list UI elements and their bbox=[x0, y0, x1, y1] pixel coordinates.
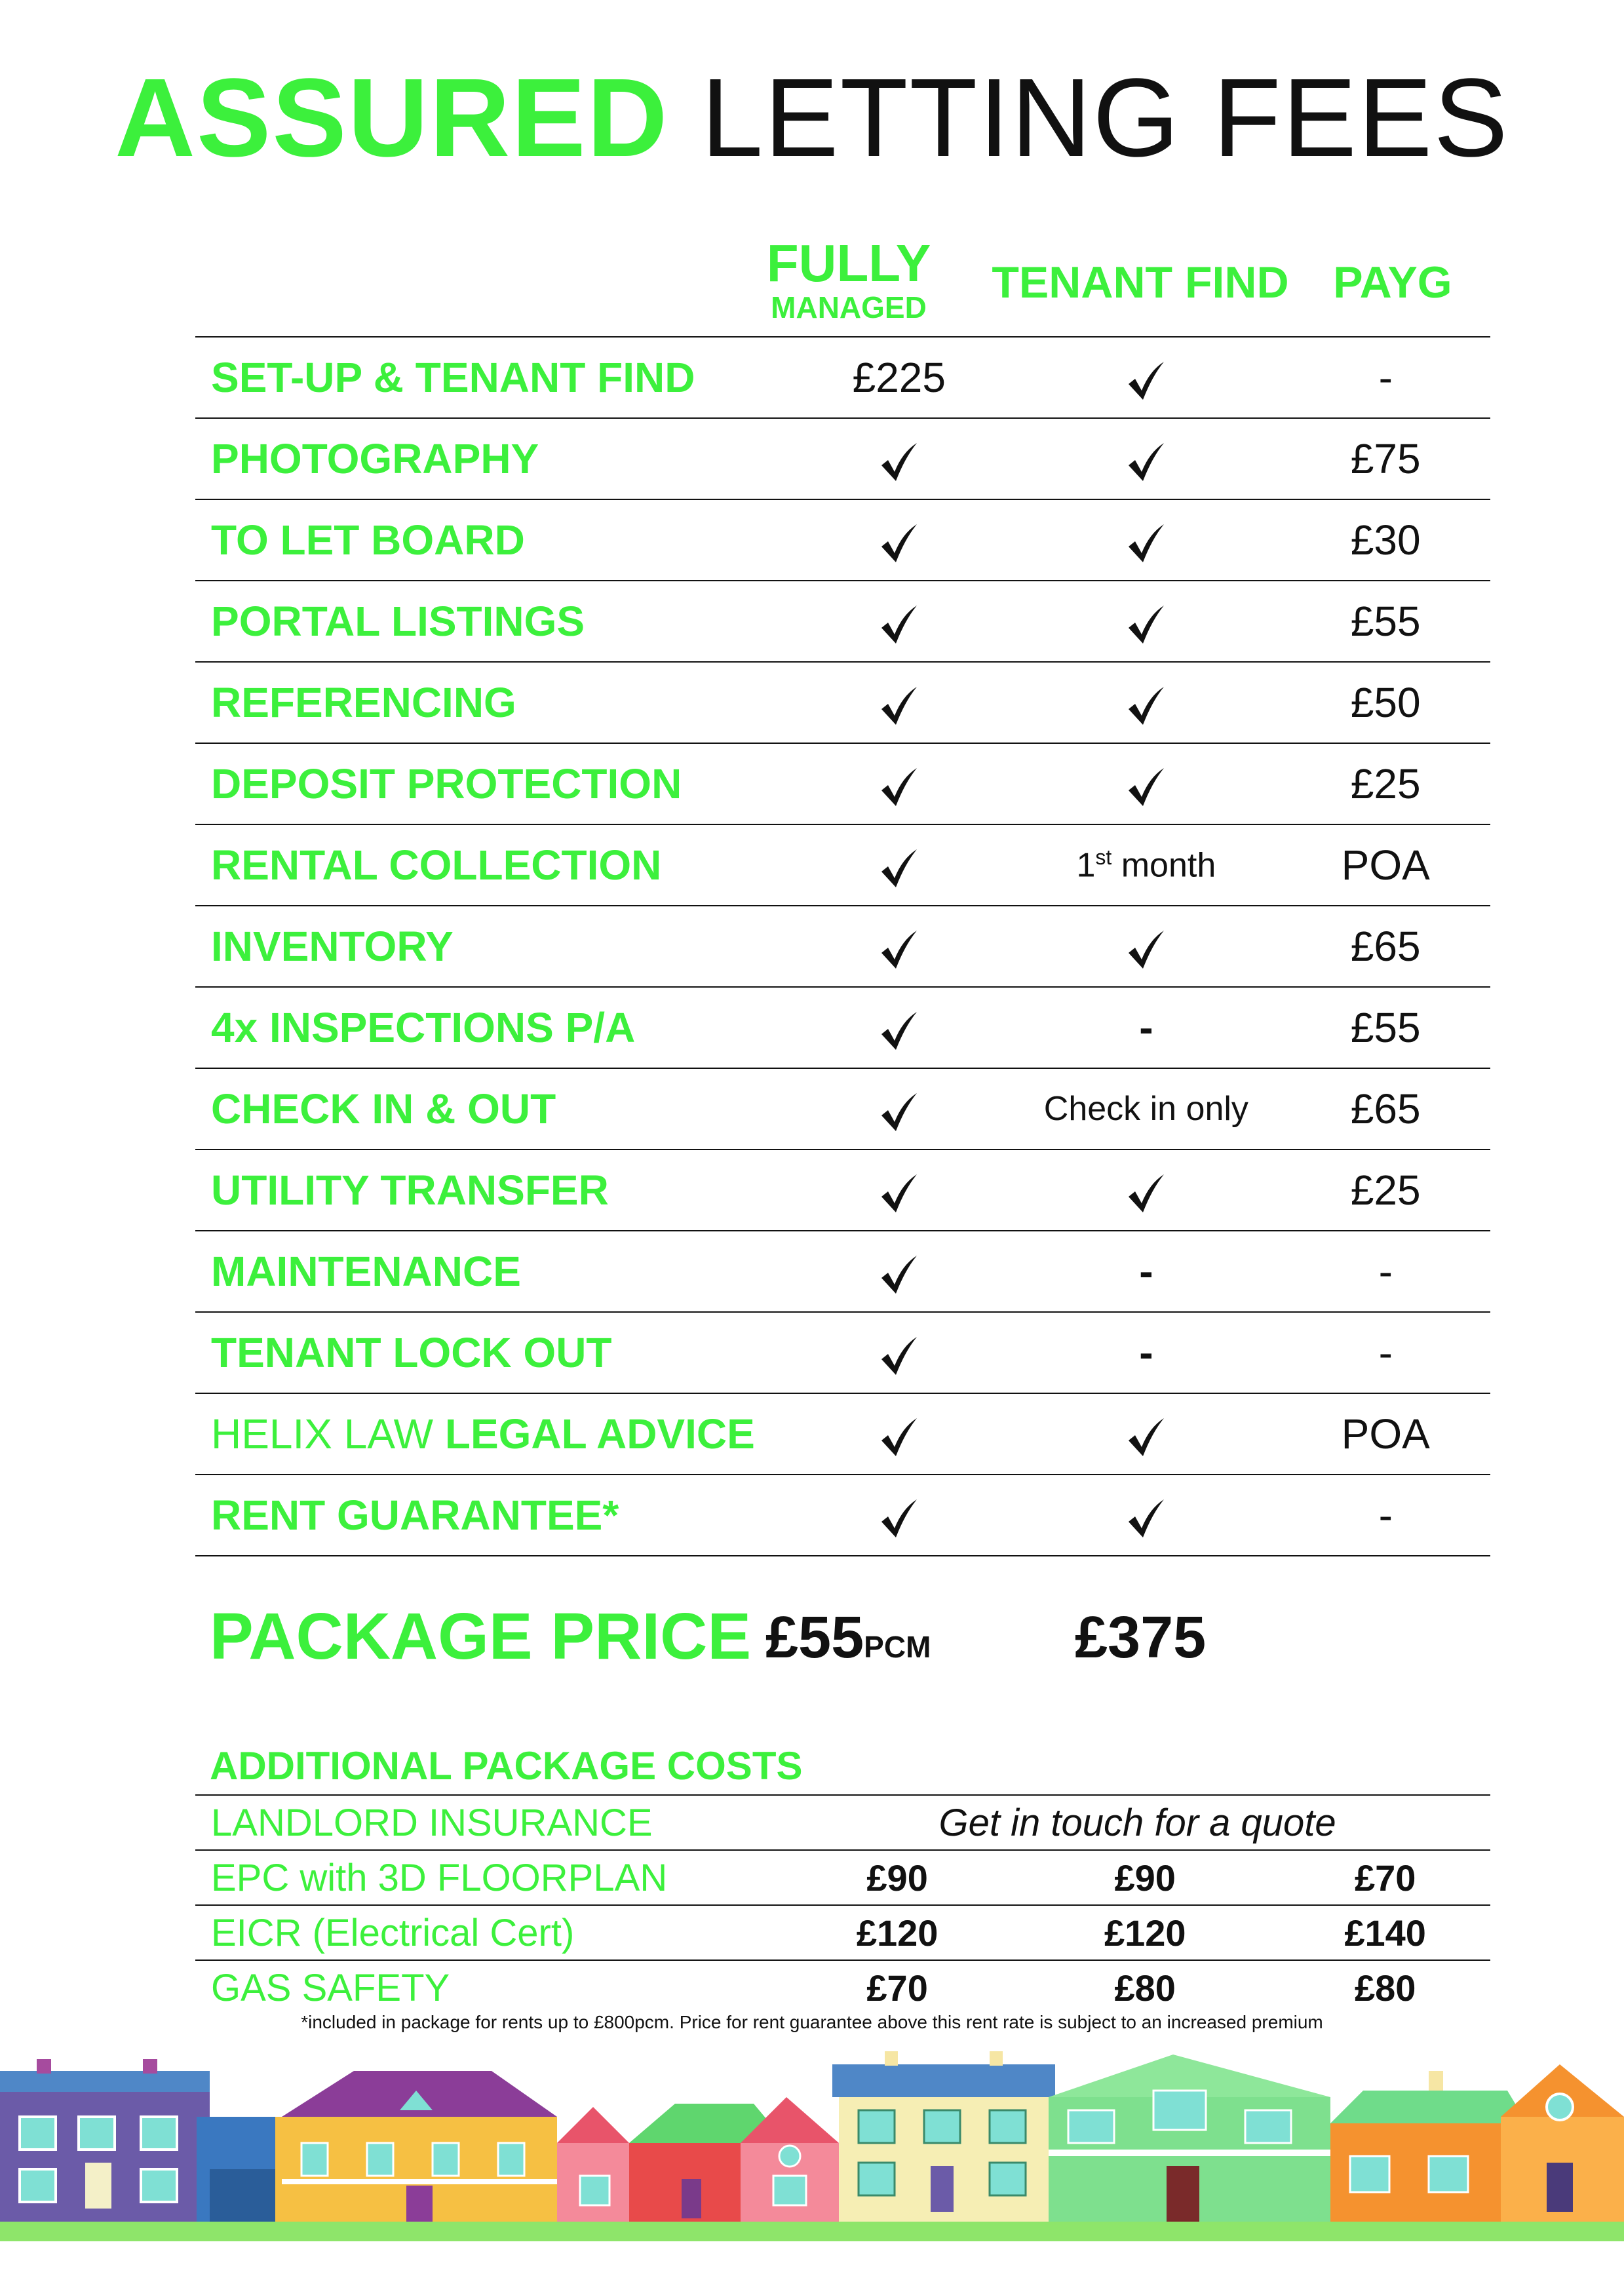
fee-row bbox=[195, 418, 1490, 499]
additional-tenant-price: £80 bbox=[1010, 1960, 1280, 2015]
cell-value: £75 bbox=[1350, 435, 1421, 482]
fee-row bbox=[195, 1475, 1490, 1556]
checkmark-icon bbox=[879, 1497, 919, 1540]
additional-row bbox=[195, 1850, 1490, 1905]
column-header-fully-managed bbox=[760, 236, 937, 324]
additional-row-label: GAS SAFETY bbox=[195, 1960, 784, 2015]
package-price-fully bbox=[765, 1604, 931, 1672]
fees-table bbox=[195, 336, 1490, 1556]
tenant-find-cell bbox=[1011, 581, 1281, 662]
checkmark-icon bbox=[879, 1172, 919, 1215]
cell-value: - bbox=[1139, 1004, 1153, 1051]
fee-row bbox=[195, 1149, 1490, 1231]
fee-row-label: UTILITY TRANSFER bbox=[195, 1149, 786, 1231]
additional-row bbox=[195, 1905, 1490, 1960]
fully-managed-cell bbox=[786, 662, 1011, 743]
cell-value: £50 bbox=[1350, 679, 1421, 726]
package-price-fully-value: £55 bbox=[765, 1605, 864, 1670]
package-price-tenant-find: £375 bbox=[1075, 1605, 1207, 1670]
checkmark-icon bbox=[1126, 765, 1167, 809]
payg-cell bbox=[1281, 581, 1490, 662]
tenant-find-cell bbox=[1011, 337, 1281, 418]
title-rest: LETTING FEES bbox=[701, 56, 1509, 180]
package-price-fully-unit: PCM bbox=[864, 1630, 931, 1664]
fully-managed-cell bbox=[786, 1393, 1011, 1475]
cell-value-suffix: month bbox=[1112, 846, 1216, 885]
payg-cell bbox=[1281, 337, 1490, 418]
payg-cell bbox=[1281, 1393, 1490, 1475]
tenant-find-cell bbox=[1011, 662, 1281, 743]
package-price-label: PACKAGE PRICE bbox=[210, 1600, 752, 1673]
title-highlight: ASSURED bbox=[115, 56, 669, 180]
fee-row bbox=[195, 581, 1490, 662]
additional-fully-price: £90 bbox=[784, 1850, 1010, 1905]
checkmark-icon bbox=[1126, 522, 1167, 565]
additional-row-insurance bbox=[195, 1795, 1490, 1850]
checkmark-icon bbox=[879, 1253, 919, 1296]
payg-cell bbox=[1281, 1312, 1490, 1393]
fee-row bbox=[195, 1312, 1490, 1393]
additional-costs-heading: ADDITIONAL PACKAGE COSTS bbox=[210, 1744, 803, 1788]
checkmark-icon bbox=[879, 684, 919, 727]
fee-row-label: REFERENCING bbox=[195, 662, 786, 743]
payg-cell bbox=[1281, 743, 1490, 824]
payg-cell bbox=[1281, 987, 1490, 1068]
fee-row-label-light: HELIX LAW bbox=[211, 1410, 434, 1458]
fee-row-label: 4x INSPECTIONS P/A bbox=[195, 987, 786, 1068]
tenant-find-cell bbox=[1011, 743, 1281, 824]
tenant-find-cell bbox=[1011, 499, 1281, 581]
checkmark-icon bbox=[1126, 1172, 1167, 1215]
fee-row bbox=[195, 987, 1490, 1068]
additional-payg-price: £80 bbox=[1280, 1960, 1490, 2015]
cell-value: £55 bbox=[1350, 1004, 1421, 1051]
checkmark-icon bbox=[1126, 928, 1167, 971]
tenant-find-cell bbox=[1011, 1393, 1281, 1475]
fee-row-label: DEPOSIT PROTECTION bbox=[195, 743, 786, 824]
fee-row-label: TENANT LOCK OUT bbox=[195, 1312, 786, 1393]
fee-row-label: RENT GUARANTEE* bbox=[195, 1475, 786, 1556]
fee-row-label: INVENTORY bbox=[195, 906, 786, 987]
tenant-find-cell bbox=[1011, 824, 1281, 906]
additional-fully-price: £70 bbox=[784, 1960, 1010, 2015]
additional-row-label: EPC with 3D FLOORPLAN bbox=[195, 1850, 784, 1905]
column-header-tenant-find: TENANT FIND bbox=[992, 258, 1289, 307]
checkmark-icon bbox=[1126, 684, 1167, 727]
checkmark-icon bbox=[1126, 1497, 1167, 1540]
checkmark-icon bbox=[1126, 1416, 1167, 1459]
additional-payg-price: £140 bbox=[1280, 1905, 1490, 1960]
column-header-payg: PAYG bbox=[1333, 258, 1452, 307]
additional-tenant-price: £120 bbox=[1010, 1905, 1280, 1960]
cell-value: £30 bbox=[1350, 516, 1421, 564]
street-houses-illustration bbox=[0, 2045, 1624, 2278]
additional-row bbox=[195, 1960, 1490, 2015]
fee-row-label: TO LET BOARD bbox=[195, 499, 786, 581]
page-title bbox=[0, 56, 1624, 180]
checkmark-icon bbox=[1126, 359, 1167, 402]
fee-row bbox=[195, 499, 1490, 581]
footnote: *included in package for rents up to £800pcm. Price for rent guarantee above this rent rate is subject to an increased premium bbox=[301, 2012, 1323, 2032]
column-header-fully-line2: MANAGED bbox=[771, 290, 927, 324]
fee-row bbox=[195, 824, 1490, 906]
additional-payg-price: £70 bbox=[1280, 1850, 1490, 1905]
tenant-find-cell bbox=[1011, 906, 1281, 987]
fee-row bbox=[195, 662, 1490, 743]
fully-managed-cell bbox=[786, 337, 1011, 418]
fee-row bbox=[195, 1393, 1490, 1475]
tenant-find-cell bbox=[1011, 1475, 1281, 1556]
cell-value: - bbox=[1378, 354, 1393, 401]
fully-managed-cell bbox=[786, 1312, 1011, 1393]
additional-row-label: EICR (Electrical Cert) bbox=[195, 1905, 784, 1960]
additional-row-label: LANDLORD INSURANCE bbox=[195, 1795, 784, 1850]
fully-managed-cell bbox=[786, 987, 1011, 1068]
payg-cell bbox=[1281, 499, 1490, 581]
payg-cell bbox=[1281, 1475, 1490, 1556]
cell-value-superscript: st bbox=[1095, 845, 1112, 869]
checkmark-icon bbox=[879, 928, 919, 971]
checkmark-icon bbox=[879, 1334, 919, 1378]
cell-value: £25 bbox=[1350, 1167, 1421, 1214]
fee-row-label: CHECK IN & OUT bbox=[195, 1068, 786, 1149]
fully-managed-cell bbox=[786, 743, 1011, 824]
checkmark-icon bbox=[879, 1009, 919, 1052]
checkmark-icon bbox=[879, 1416, 919, 1459]
fully-managed-cell bbox=[786, 824, 1011, 906]
checkmark-icon bbox=[879, 1091, 919, 1134]
cell-value: £225 bbox=[852, 354, 946, 401]
checkmark-icon bbox=[1126, 603, 1167, 646]
fully-managed-cell bbox=[786, 581, 1011, 662]
fee-row bbox=[195, 1231, 1490, 1312]
payg-cell bbox=[1281, 1149, 1490, 1231]
fee-row bbox=[195, 1068, 1490, 1149]
fully-managed-cell bbox=[786, 499, 1011, 581]
cell-value: £65 bbox=[1350, 1085, 1421, 1132]
cell-value: £55 bbox=[1350, 598, 1421, 645]
fully-managed-cell bbox=[786, 1475, 1011, 1556]
tenant-find-cell bbox=[1011, 418, 1281, 499]
checkmark-icon bbox=[879, 522, 919, 565]
cell-value: - bbox=[1378, 1329, 1393, 1376]
checkmark-icon bbox=[879, 765, 919, 809]
cell-value: - bbox=[1378, 1248, 1393, 1295]
cell-value: - bbox=[1378, 1492, 1393, 1539]
fully-managed-cell bbox=[786, 1068, 1011, 1149]
tenant-find-cell bbox=[1011, 1149, 1281, 1231]
fully-managed-cell bbox=[786, 1149, 1011, 1231]
additional-costs-table bbox=[195, 1794, 1490, 2015]
fee-row-label: PHOTOGRAPHY bbox=[195, 418, 786, 499]
fee-row bbox=[195, 906, 1490, 987]
insurance-quote-note: Get in touch for a quote bbox=[784, 1795, 1490, 1850]
payg-cell bbox=[1281, 1231, 1490, 1312]
fee-row bbox=[195, 337, 1490, 418]
tenant-find-cell bbox=[1011, 987, 1281, 1068]
additional-fully-price: £120 bbox=[784, 1905, 1010, 1960]
column-header-fully-line1: FULLY bbox=[766, 234, 931, 292]
tenant-find-cell bbox=[1011, 1068, 1281, 1149]
checkmark-icon bbox=[879, 847, 919, 890]
fee-row-label bbox=[195, 1393, 786, 1475]
fully-managed-cell bbox=[786, 1231, 1011, 1312]
fee-row-label: SET-UP & TENANT FIND bbox=[195, 337, 786, 418]
fee-row-label: MAINTENANCE bbox=[195, 1231, 786, 1312]
cell-value: - bbox=[1139, 1248, 1153, 1295]
payg-cell bbox=[1281, 906, 1490, 987]
tenant-find-cell bbox=[1011, 1312, 1281, 1393]
tenant-find-cell bbox=[1011, 1231, 1281, 1312]
payg-cell bbox=[1281, 418, 1490, 499]
fee-row bbox=[195, 743, 1490, 824]
checkmark-icon bbox=[879, 603, 919, 646]
fee-row-label: PORTAL LISTINGS bbox=[195, 581, 786, 662]
fully-managed-cell bbox=[786, 418, 1011, 499]
checkmark-icon bbox=[1126, 440, 1167, 484]
cell-value: POA bbox=[1341, 1410, 1430, 1458]
fee-row-label: RENTAL COLLECTION bbox=[195, 824, 786, 906]
cell-value: £65 bbox=[1350, 923, 1421, 970]
payg-cell bbox=[1281, 824, 1490, 906]
cell-value: POA bbox=[1341, 841, 1430, 889]
fully-managed-cell bbox=[786, 906, 1011, 987]
cell-value: £25 bbox=[1350, 760, 1421, 807]
cell-value-prefix: 1 bbox=[1076, 846, 1096, 885]
cell-value: Check in only bbox=[1043, 1090, 1248, 1128]
checkmark-icon bbox=[879, 440, 919, 484]
fee-row-label-bold: LEGAL ADVICE bbox=[444, 1410, 755, 1458]
payg-cell bbox=[1281, 662, 1490, 743]
additional-tenant-price: £90 bbox=[1010, 1850, 1280, 1905]
cell-value: - bbox=[1139, 1329, 1153, 1376]
payg-cell bbox=[1281, 1068, 1490, 1149]
